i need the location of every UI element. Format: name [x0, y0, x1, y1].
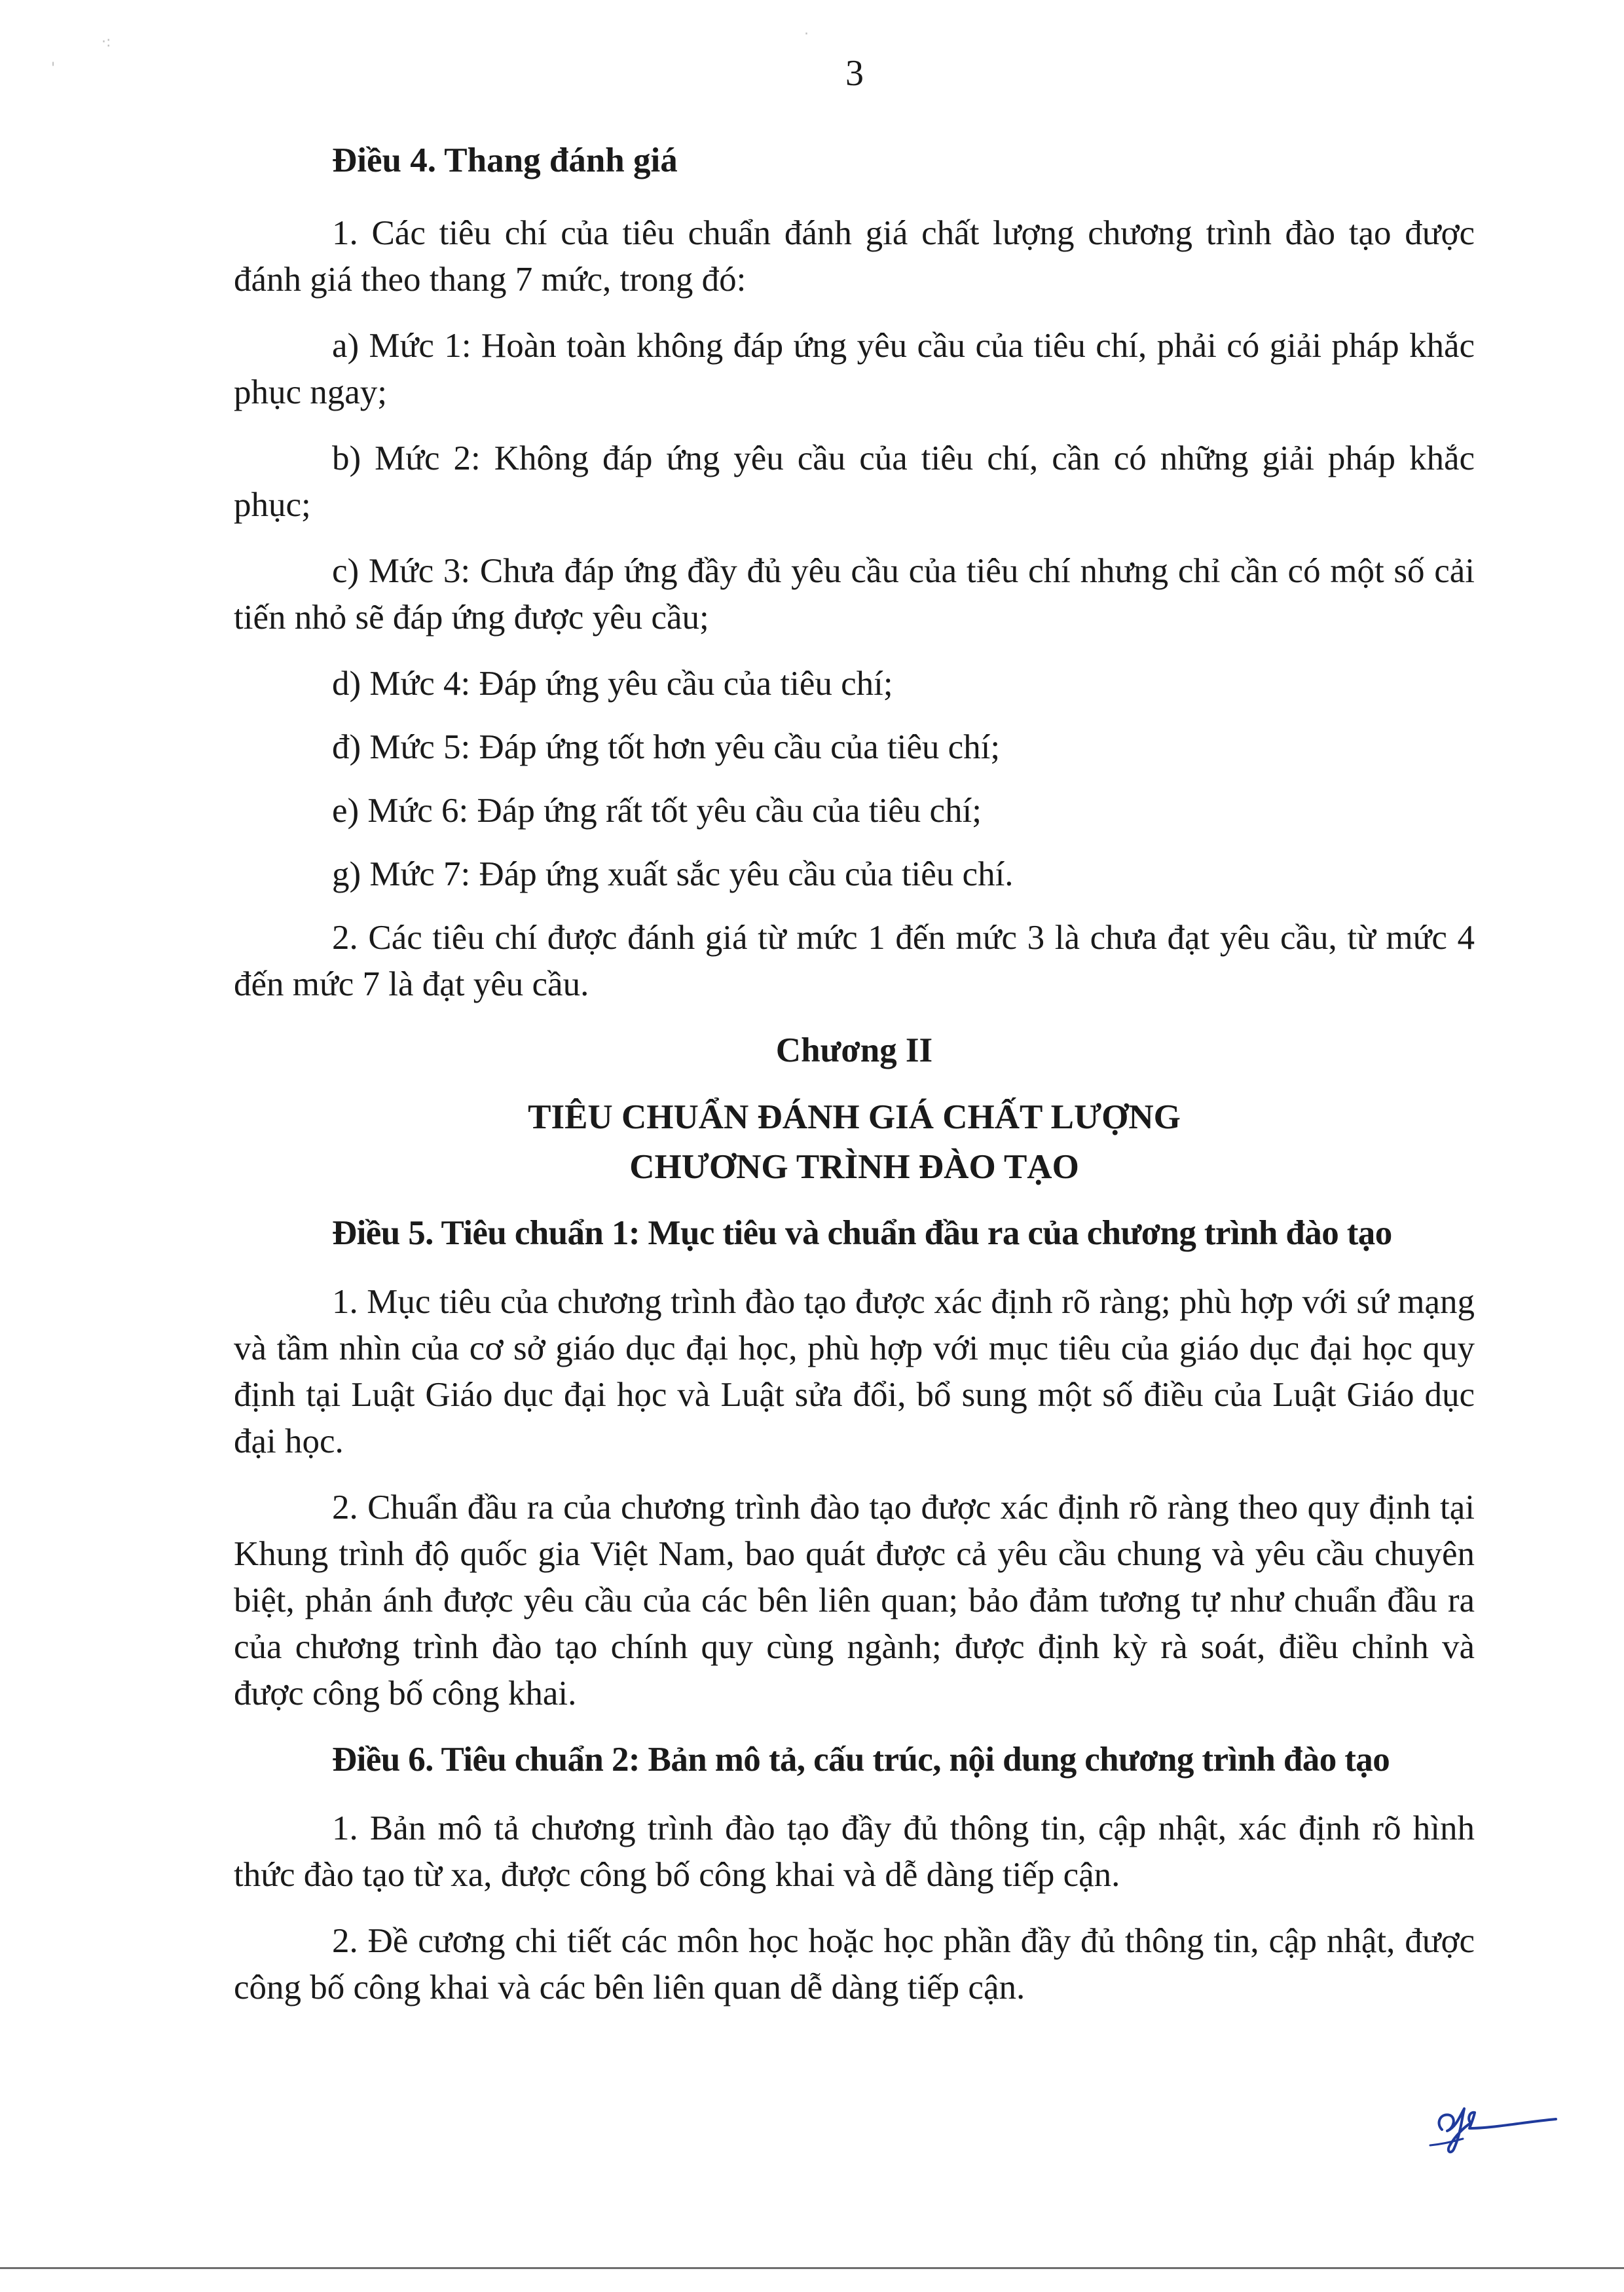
- level-item-b: b) Mức 2: Không đáp ứng yêu cầu của tiêu chí, cần có những giải pháp khắc phục;: [234, 439, 1475, 524]
- page-number: 3: [845, 53, 864, 94]
- chapter-title-line-1: TIÊU CHUẨN ĐÁNH GIÁ CHẤT LƯỢNG: [528, 1098, 1181, 1136]
- article-4-paragraph-2: 2. Các tiêu chí được đánh giá từ mức 1 đến mức 3 là chưa đạt yêu cầu, từ mức 4 đến mức 7 là đạt yêu cầu.: [234, 919, 1475, 1003]
- level-item-a: a) Mức 1: Hoàn toàn không đáp ứng yêu cầu của tiêu chí, phải có giải pháp khắc phục ngay;: [234, 327, 1475, 411]
- document-body: [234, 138, 1475, 2031]
- article-6-paragraph-2: 2. Đề cương chi tiết các môn học hoặc học phần đầy đủ thông tin, cập nhật, được công bố công khai và các bên liên quan dễ dàng tiếp cận.: [234, 1922, 1475, 2006]
- chapter-label: Chương II: [775, 1031, 933, 1069]
- level-item-dd: đ) Mức 5: Đáp ứng tốt hơn yêu cầu của tiêu chí;: [332, 728, 1001, 766]
- scan-speck: ·: [804, 26, 809, 43]
- level-item-g: g) Mức 7: Đáp ứng xuất sắc yêu cầu của tiêu chí.: [332, 855, 1014, 893]
- article-5-paragraph-1: 1. Mục tiêu của chương trình đào tạo được xác định rõ ràng; phù hợp với sứ mạng và tầm nhìn của cơ sở giáo dục đại học, phù hợp với mục tiêu của giáo dục đại học quy định tại Luật Giáo dục đại học và Luật sửa đổi, bổ sung một số điều của Luật Giáo dục đại học.: [234, 1283, 1475, 1460]
- article-6-paragraph-1: 1. Bản mô tả chương trình đào tạo đầy đủ thông tin, cập nhật, xác định rõ hình thức đào tạo từ xa, được công bố công khai và dễ dàng tiếp cận.: [234, 1809, 1475, 1894]
- article-4-paragraph-1: 1. Các tiêu chí của tiêu chuẩn đánh giá chất lượng chương trình đào tạo được đánh giá theo thang 7 mức, trong đó:: [234, 214, 1475, 299]
- article-5-heading: Điều 5. Tiêu chuẩn 1: Mục tiêu và chuẩn đầu ra của chương trình đào tạo: [332, 1214, 1392, 1252]
- level-item-d: d) Mức 4: Đáp ứng yêu cầu của tiêu chí;: [332, 665, 893, 703]
- article-4-heading: Điều 4. Thang đánh giá: [332, 141, 678, 179]
- scan-speck: ·:: [101, 34, 111, 50]
- initials-signature: [1428, 2089, 1559, 2161]
- level-item-c: c) Mức 3: Chưa đáp ứng đầy đủ yêu cầu của tiêu chí nhưng chỉ cần có một số cải tiến nhỏ sẽ đáp ứng được yêu cầu;: [234, 552, 1475, 637]
- article-5-paragraph-2: 2. Chuẩn đầu ra của chương trình đào tạo được xác định rõ ràng theo quy định tại Khung trình độ quốc gia Việt Nam, bao quát được cả yêu cầu chung và yêu cầu chuyên biệt, phản ánh được yêu cầu của các bên liên quan; bảo đảm tương tự như chuẩn đầu ra của chương trình đào tạo chính quy cùng ngành; được định kỳ rà soát, điều chỉnh và được công bố công khai.: [234, 1488, 1475, 1712]
- level-item-e: e) Mức 6: Đáp ứng rất tốt yêu cầu của tiêu chí;: [332, 792, 982, 830]
- scan-speck: ': [51, 60, 56, 77]
- chapter-title: [234, 1092, 1475, 1192]
- bottom-border-line: [0, 2267, 1624, 2269]
- article-6-heading: Điều 6. Tiêu chuẩn 2: Bản mô tả, cấu trúc, nội dung chương trình đào tạo: [332, 1741, 1390, 1779]
- chapter-title-line-2: CHƯƠNG TRÌNH ĐÀO TẠO: [629, 1148, 1079, 1186]
